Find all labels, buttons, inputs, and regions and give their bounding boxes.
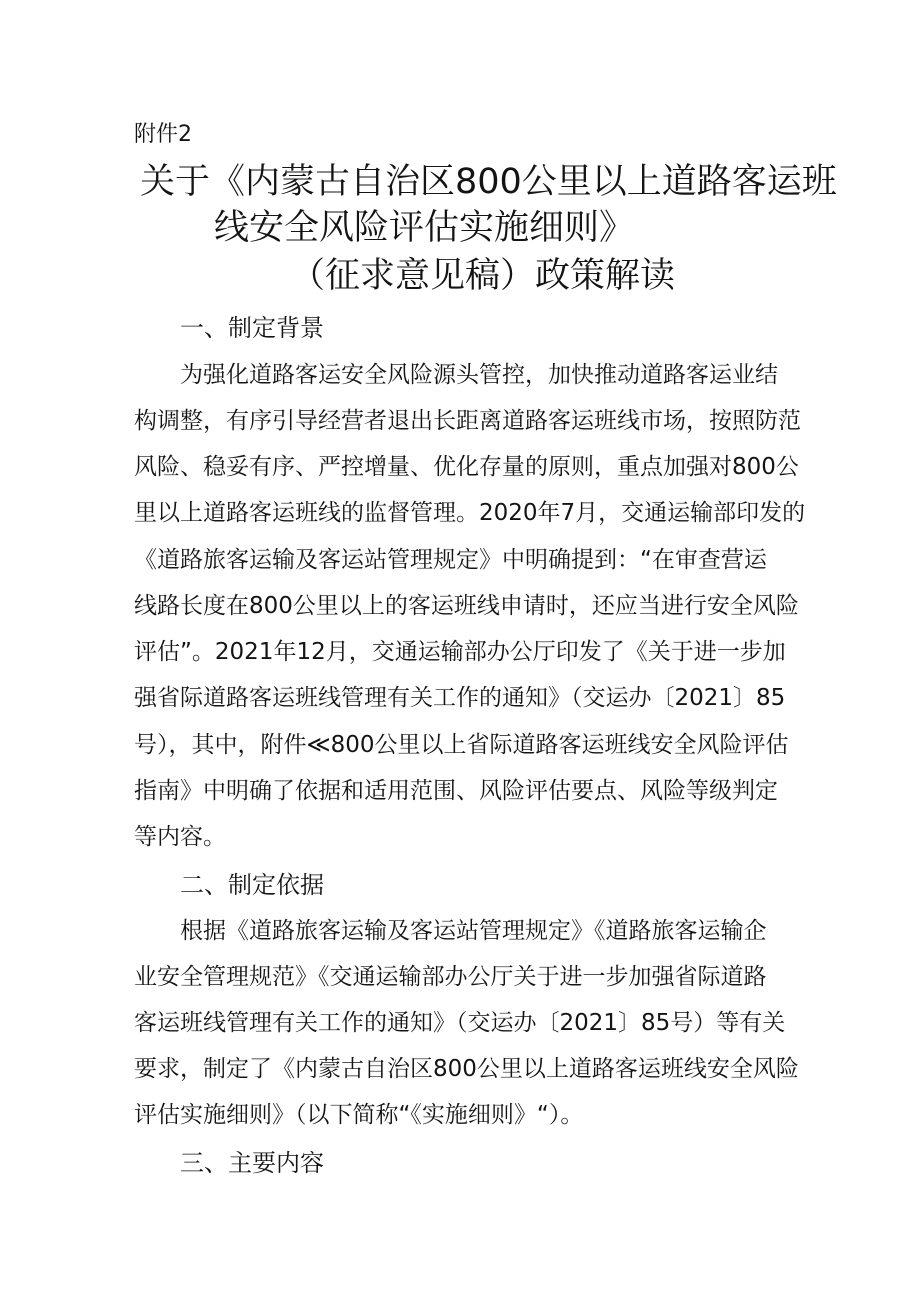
section-heading-background: 一、制定背景 (180, 314, 324, 342)
paragraph-line: 强省际道路客运班线管理有关工作的通知》（交运办〔2021〕85 (134, 685, 786, 711)
document-title-line-1: 关于《内蒙古自治区800公里以上道路客运班 (140, 162, 837, 202)
paragraph-line: 要求，制定了《内蒙古自治区800公里以上道路客运班线安全风险 (134, 1056, 799, 1082)
paragraph-line: 评估”。2021年12月，交通运输部办公厅印发了《关于进一步加 (134, 639, 786, 665)
paragraph-line: 客运班线管理有关工作的通知》（交运办〔2021〕85号）等有关 (134, 1010, 786, 1036)
paragraph-line: 里以上道路客运班线的监督管理。2020年7月，交通运输部印发的 (134, 500, 806, 526)
paragraph-line: 根据《道路旅客运输及客运站管理规定》《道路旅客运输企 (180, 918, 767, 944)
paragraph-line: 业安全管理规范》《交通运输部办公厅关于进一步加强省际道路 (134, 964, 767, 990)
document-title-line-2: 线安全风险评估实施细则》 (214, 208, 635, 248)
paragraph-line: 评估实施细则》（以下简称“《实施细则》“）。 (134, 1102, 584, 1128)
attachment-label: 附件2 (134, 122, 192, 147)
paragraph-line: 为强化道路客运安全风险源头管控，加快推动道路客运业结 (180, 362, 778, 388)
section-heading-main-content: 三、主要内容 (180, 1149, 324, 1177)
document-title-line-3: （征求意见稿）政策解读 (290, 256, 676, 296)
paragraph-line: 风险、稳妥有序、严控增量、优化存量的原则，重点加强对800公 (134, 454, 799, 480)
paragraph-line: 构调整，有序引导经营者退出长距离道路客运班线市场，按照防范 (134, 408, 801, 434)
paragraph-line: 号），其中，附件≪800公里以上省际道路客运班线安全风险评估 (134, 732, 789, 758)
paragraph-line: 《道路旅客运输及客运站管理规定》中明确提到：“在审查营运 (134, 547, 767, 573)
paragraph-line: 指南》中明确了依据和适用范围、风险评估要点、风险等级判定 (134, 778, 778, 804)
paragraph-line: 线路长度在800公里以上的客运班线申请时，还应当进行安全风险 (134, 593, 799, 619)
section-heading-basis: 二、制定依据 (180, 871, 324, 899)
paragraph-line: 等内容。 (134, 824, 226, 850)
